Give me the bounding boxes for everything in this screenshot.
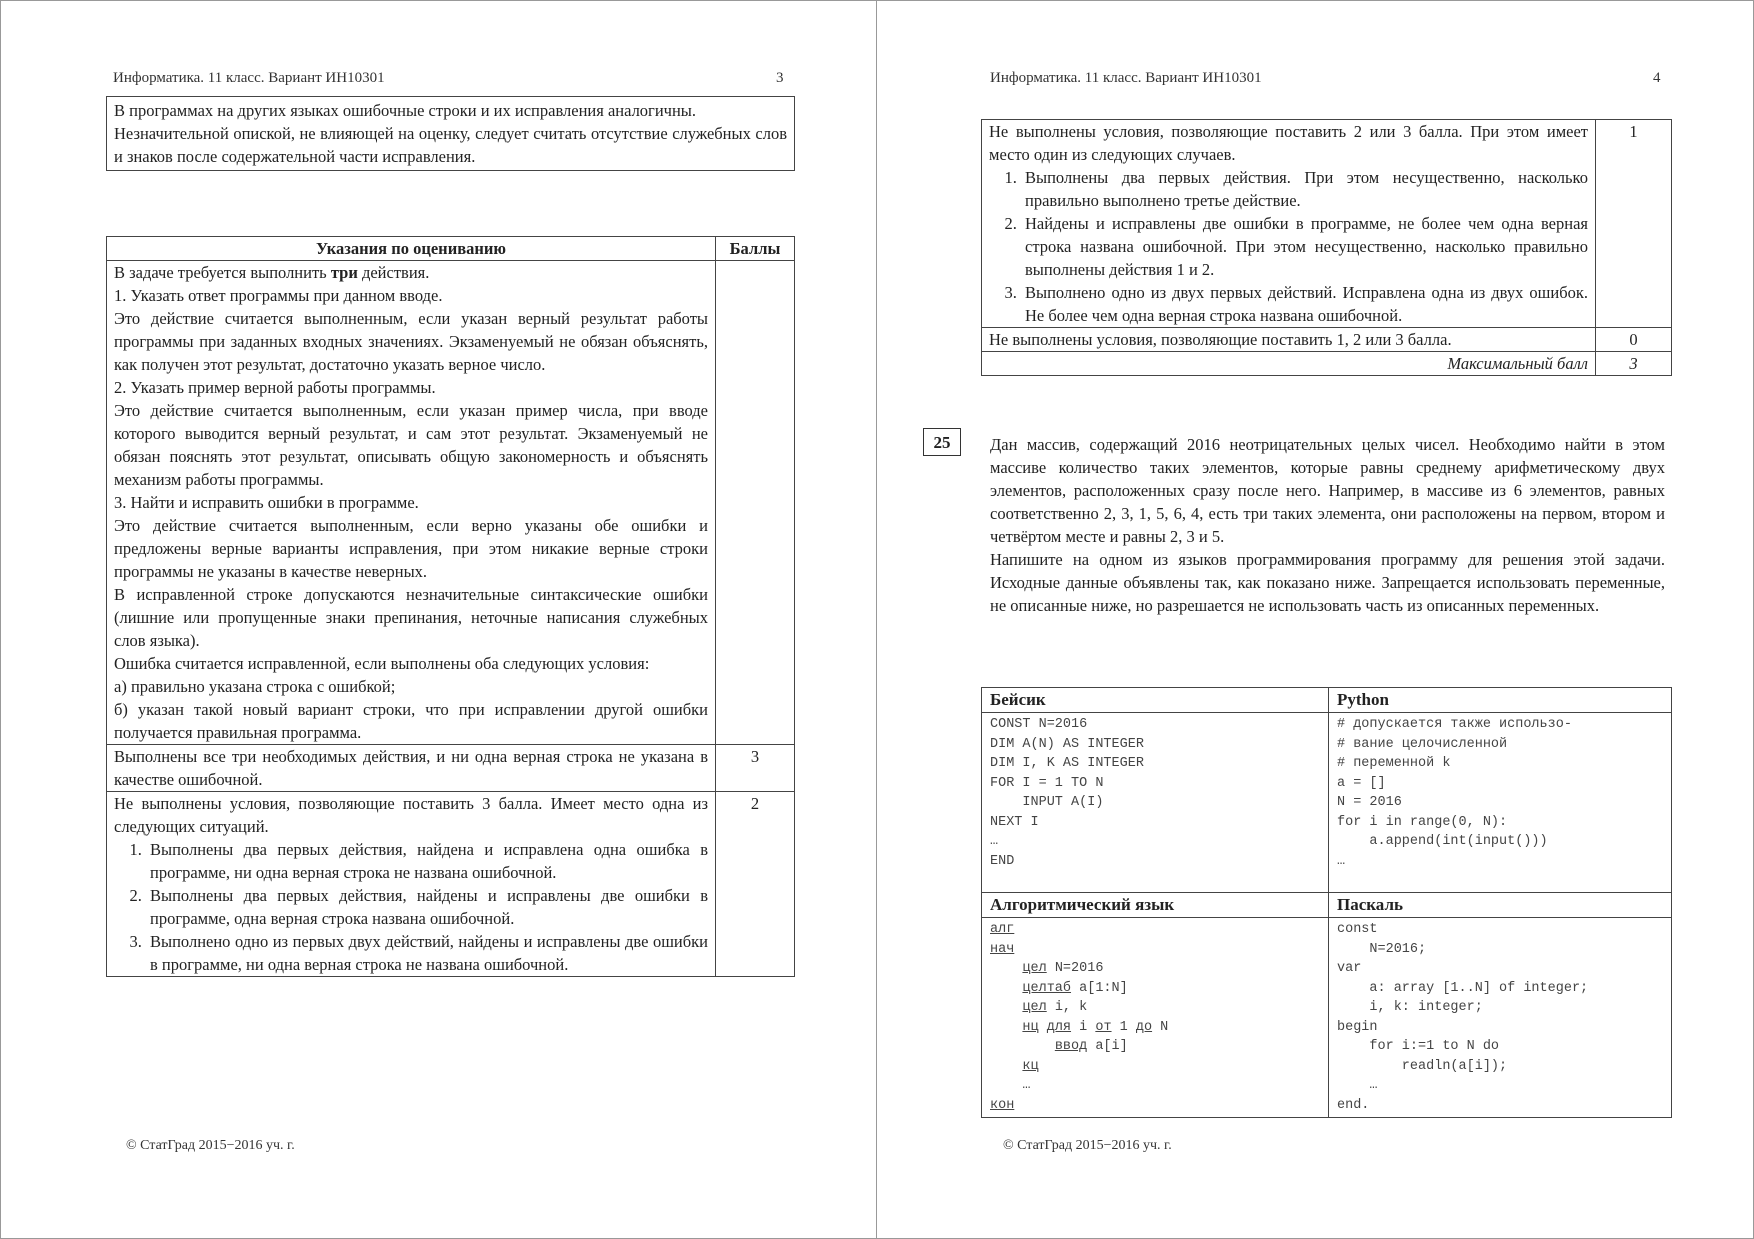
footer: © СтатГрад 2015−2016 уч. г. xyxy=(1003,1138,1172,1153)
step-2-desc: Это действие считается выполненным, если указан пример числа, при вводе которого выводится верный результат, и сам этот результат. Экзаменуемый не обязан пояснять этот результат, описывать общую закономерность и объяснять механизм работы программы. xyxy=(114,401,708,489)
criterion-1-points: 1 xyxy=(1596,120,1672,328)
page-divider xyxy=(876,0,877,1239)
task-number-badge: 25 xyxy=(923,428,961,456)
task-statement xyxy=(990,433,1665,617)
points-header: Баллы xyxy=(716,237,795,261)
python-header: Python xyxy=(1329,688,1672,713)
step-2: 2. Указать пример верной работы программы. xyxy=(114,378,436,397)
criterion-3-points: 3 xyxy=(716,745,795,792)
max-score-points: 3 xyxy=(1596,352,1672,376)
criterion-3-text: Выполнены все три необходимых действия, и ни одна верная строка не указана в качестве ошибочной. xyxy=(107,745,716,792)
criterion-2-points: 2 xyxy=(716,792,795,977)
condition-b: б) указан такой новый вариант строки, что при исправлении другой ошибки получается правильная программа. xyxy=(114,700,708,742)
page-number: 3 xyxy=(776,70,784,86)
note-paragraph: Незначительной опиской, не влияющей на оценку, следует считать отсутствие служебных слов и знаков после содержательной части исправления. xyxy=(114,124,787,166)
basic-header: Бейсик xyxy=(982,688,1329,713)
task-paragraph: Дан массив, содержащий 2016 неотрицательных целых чисел. Необходимо найти в этом массиве количество таких элементов, которые равны среднему арифметическому двух элементов, расположенных сразу после него. Например, в массиве из 6 элементов, равных соответственно 2, 3, 1, 5, 6, 4, есть три таких элемента, они расположены на первом, втором и четвёртом месте и равны 2, 3 и 5. xyxy=(990,435,1665,546)
list-item: 2. Найдены и исправлены две ошибки в программе, не более чем одна верная строка названа ошибочной. При этом несущественно, насколько правильно выполнены действия 1 и 2. xyxy=(1021,212,1588,281)
criterion-2-cell xyxy=(107,792,716,977)
python-code: # допускается также использо- # вание целочисленной # переменной k a = [] N = 2016 for i in range(0, N): a.append(int(input())) … xyxy=(1337,717,1572,869)
algo-code: алг нач цел N=2016 целтаб a[1:N] цел i, k нц для i от 1 до N ввод a[i] кц … кон xyxy=(990,922,1169,1113)
code-table xyxy=(981,687,1672,1118)
criterion-1-list xyxy=(989,166,1588,327)
grading-table xyxy=(106,236,795,977)
step-3-desc: Это действие считается выполненным, если верно указаны обе ошибки и предложены верные варианты исправления, при этом никакие верные строки программы не указаны в качестве неверных. xyxy=(114,516,708,581)
running-head: Информатика. 11 класс. Вариант ИН10301 xyxy=(990,70,1262,86)
criterion-1-text: Не выполнены условия, позволяющие поставить 2 или 3 балла. При этом имеет место один из следующих случаев. xyxy=(989,122,1588,164)
list-item: 2. Выполнены два первых действия, найдены и исправлены две ошибки в программе, одна верная строка названа ошибочной. xyxy=(146,884,708,930)
running-head: Информатика. 11 класс. Вариант ИН10301 xyxy=(113,70,385,86)
page-number: 4 xyxy=(1653,70,1661,86)
criterion-1-cell xyxy=(982,120,1596,328)
list-item: 1. Выполнены два первых действия. При этом несущественно, насколько правильно выполнено третье действие. xyxy=(1021,166,1588,212)
max-score-label: Максимальный балл xyxy=(982,352,1596,376)
list-item: 1. Выполнены два первых действия, найдена и исправлена одна ошибка в программе, ни одна верная строка не названа ошибочной. xyxy=(146,838,708,884)
grading-table-continued xyxy=(981,119,1672,376)
points-cell-empty xyxy=(716,261,795,745)
condition-a: а) правильно указана строка с ошибкой; xyxy=(114,677,396,696)
criterion-0-points: 0 xyxy=(1596,328,1672,352)
list-item: 3. Выполнено одно из двух первых действий. Исправлена одна из двух ошибок. Не более чем одна верная строка названа ошибочной. xyxy=(1021,281,1588,327)
basic-code: CONST N=2016 DIM A(N) AS INTEGER DIM I, K AS INTEGER FOR I = 1 TO N INPUT A(I) NEXT I … END xyxy=(990,717,1144,869)
footer: © СтатГрад 2015−2016 уч. г. xyxy=(126,1138,295,1153)
criterion-2-text: Не выполнены условия, позволяющие поставить 3 балла. Имеет место одна из следующих ситуаций. xyxy=(114,794,708,836)
intro-line: В задаче требуется выполнить три действия. xyxy=(114,263,430,282)
pascal-header: Паскаль xyxy=(1329,893,1672,918)
step-3: 3. Найти и исправить ошибки в программе. xyxy=(114,493,419,512)
pascal-code: const N=2016; var a: array [1..N] of integer; i, k: integer; begin for i:=1 to N do readln(a[i]); … end. xyxy=(1337,922,1589,1113)
step-1-desc: Это действие считается выполненным, если указан верный результат работы программы при заданных входных значениях. Экзаменуемый не обязан объяснять, как получен этот результат, достаточно указать верное число. xyxy=(114,309,708,374)
criteria-header: Указания по оцениванию xyxy=(107,237,716,261)
fixed-condition: Ошибка считается исправленной, если выполнены оба следующих условия: xyxy=(114,654,650,673)
note-paragraph: В программах на других языках ошибочные строки и их исправления аналогичны. xyxy=(114,101,696,120)
syntax-note: В исправленной строке допускаются незначительные синтаксические ошибки (лишние или пропущенные знаки препинания, неточные написания служебных слов языка). xyxy=(114,585,708,650)
task-paragraph: Напишите на одном из языков программирования программу для решения этой задачи. Исходные данные объявлены так, как показано ниже. Запрещается использовать переменные, не описанные ниже, но разрешается не использовать часть из описанных переменных. xyxy=(990,550,1665,615)
instructions-cell xyxy=(107,261,716,745)
top-note xyxy=(106,96,795,171)
list-item: 3. Выполнено одно из первых двух действий, найдены и исправлены две ошибки в программе, ни одна верная строка не названа ошибочной. xyxy=(146,930,708,976)
criterion-2-list xyxy=(114,838,708,976)
algo-header: Алгоритмический язык xyxy=(982,893,1329,918)
criterion-0-text: Не выполнены условия, позволяющие поставить 1, 2 или 3 балла. xyxy=(982,328,1596,352)
step-1: 1. Указать ответ программы при данном вводе. xyxy=(114,286,443,305)
